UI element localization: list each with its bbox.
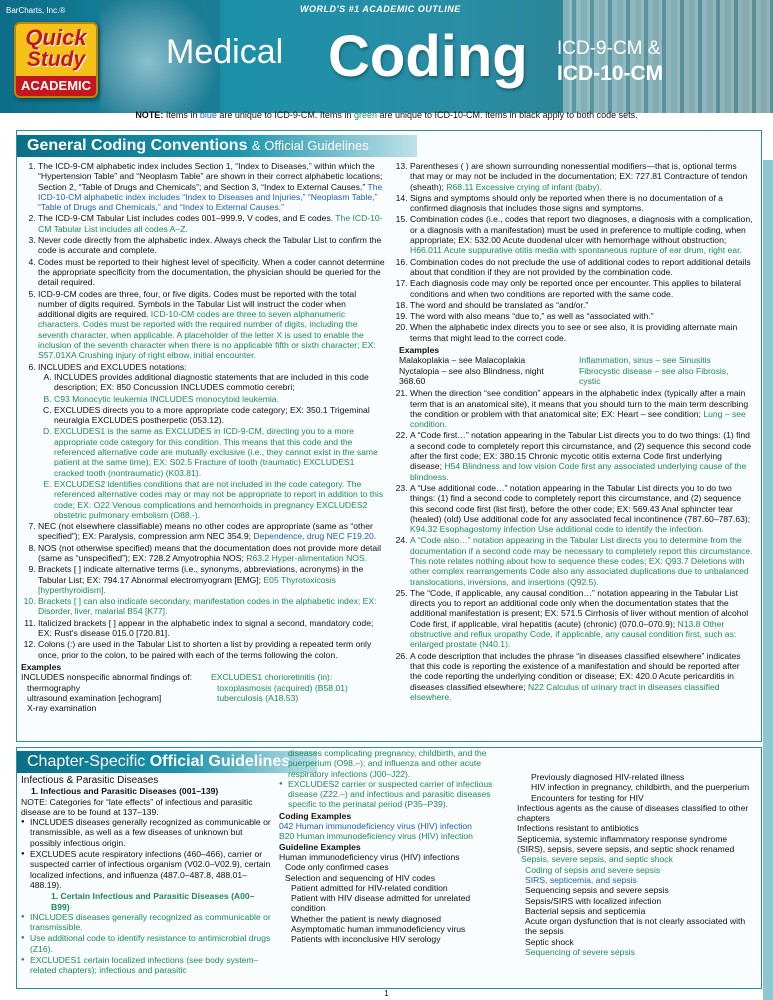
title-medical: Medical xyxy=(166,33,284,71)
list-item: 1. The ICD-9-CM alphabetic index includes Section 1, “Index to Diseases,” within which the “Hypertension Table” and “Neoplasm Table” are shown in their correct alphabetic locations; Section 2, “Table of Drugs and Chemicals”; and Section 3, “Index to External Causes.” The ICD-10-CM alphabetic index includes “Index to Diseases and Injuries,” “Neoplasm Table,” “Table of Drugs and Chemicals,” and “Index to External Causes.” xyxy=(38,161,385,212)
list-item: 12. Colons (:) are used in the Tabular List to shorten a list by providing a repeated term only once, prior to the colon, to be paired with each of the terms following the colon. xyxy=(38,639,385,660)
item-text: When the direction “see condition” appears in the alphabetic index (typically after a main term that is an anatomical site), it means that you should turn to the main term describing the condition or problem with that anatomical site; EX: Heart – see condition; xyxy=(410,388,749,419)
item-text: The “Code, if applicable, any causal condition…” notation appearing in the Tabular List directs you to report an additional code only when the documentation states that the additional manifestation is present; EX: 571.5 Cirrhosis of liver without mention of alcohol Code first, if applicable, viral hepatitis (acute) (chronic) (070.0–070.9); xyxy=(410,587,749,629)
header-banner xyxy=(0,0,773,113)
example-line: INCLUDES nonspecific abnormal findings of: xyxy=(21,672,193,683)
list-item: ● Use additional code to identify resistance to antimicrobial drugs (Z16). xyxy=(21,933,271,954)
list-item: 9. Brackets [ ] indicate alternative terms (i.e., synonyms, abbreviations, acronyms) in the Tabular List; EX: 794.17 Abnormal electromyogram [EMG]; E05 Thyrotoxicosis [hyperthyroidism]. xyxy=(38,564,385,595)
guideline-item: Patient admitted for HIV-related condition xyxy=(291,882,448,893)
guideline-item: Encounters for testing for HIV xyxy=(531,792,644,803)
section1-left-column xyxy=(21,161,385,713)
guideline-item: Whether the patient is newly diagnosed xyxy=(291,913,442,924)
guideline-item: Acute organ dysfunction that is not clearly associated with the sepsis xyxy=(525,916,746,937)
guideline-item: HIV infection in pregnancy, childbirth, and the puerperium xyxy=(531,782,750,793)
list-item: ● EXCLUDES1 certain localized infections (see body system–related chapters); infectious and parasitic xyxy=(21,955,271,976)
example-line: ultrasound examination [echogram] xyxy=(27,692,162,703)
tagline: WORLD'S #1 ACADEMIC OUTLINE xyxy=(300,4,461,14)
section2-col1: Infectious & Parasitic Diseases 1. Infectious and Parasitic Diseases (001–139) NOTE: Categories for “late effects” of infectious and parasitic disease are to be found at 137–139. ● INCLUDES diseases generally recognized as communicable or transmissible, as well as a few diseases of unknown but possibly infectious origin. ● EXCLUDES acute respiratory infections (460–466), carrier or suspected carrier of infectious organism (V02.0–V02.9), certain localized infections, and influenza (487.0–487.8, 488.01–488.19). 1. Certain Infectious and Parasitic Diseases (A00–B99) ● INCLUDES diseases generally recognized as communicable or transmissible. ● Use additional code to identify resistance to antimicrobial drugs (Z16). ● EXCLUDES1 certain localized infections (see body system–related chapters); infectious and parasitic xyxy=(21,776,271,977)
title-icd10: ICD-10-CM xyxy=(557,62,664,85)
list-item: 7. NEC (not elsewhere classifiable) means no other codes are appropriate (same as “other specified”); EX: Paralysis, compression arm NEC 354.9; Dependence, drug NEC F19.20. xyxy=(38,521,385,542)
item-green-text: Lung – see condition. xyxy=(410,408,746,430)
logo-line2: Study xyxy=(26,48,86,71)
item-green-text: N13.8 Other obstructive and reflux uropathy Code, if applicable, any causal condition first, such as: enlarged prostate (N40.1). xyxy=(410,618,737,650)
chapter-specific-section xyxy=(16,747,762,989)
list-item xyxy=(410,388,753,429)
list-item: 3. Never code directly from the alphabetic index. Always check the Tabular List to confirm the code is accurate and complete. xyxy=(38,235,385,256)
item-text: A “Code also…” notation appearing in the Tabular List directs you to determine from the documentation if a second code may be necessary to completely report this circumstance. This note relates nothing about how to sequence these codes; EX: Q93.7 Deletions with other complex rearrangements Code also any associated duplications due to unbalanced translocations, inversions, and insertions (Q92.5). xyxy=(410,535,753,587)
guideline-item: Septic shock xyxy=(525,936,574,947)
example-line: EXCLUDES1 chorioretinitis (in): xyxy=(211,672,333,683)
guideline-item: Coding of sepsis and severe sepsis xyxy=(525,864,661,875)
guideline-item: SIRS, septicemia, and sepsis xyxy=(525,874,637,885)
list-item xyxy=(410,535,753,586)
list-item: 14. Signs and symptoms should only be reported when there is no documentation of a confirmed diagnosis that includes those signs and symptoms. xyxy=(410,193,753,214)
list-item: 16. Combination codes do not preclude the use of additional codes to report additional details about that condition if they are not provided by the combination code. xyxy=(410,257,753,278)
list-item: 4. Codes must be reported to their highest level of specificity. When a coder cannot determine the appropriate specificity from the documentation, the physician should be queried for the detail required. xyxy=(38,257,385,288)
example-line: thermography xyxy=(27,682,81,693)
list-item: 13. Parentheses ( ) are shown surrounding nonessential modifiers—that is, optional terms that may or may not be included in the documentation; EX: 727.81 Contracture of tendon (sheath); R68.11 Excessive crying of infant (baby). xyxy=(410,161,753,192)
examples-block-left: Examples INCLUDES nonspecific abnormal findings of: thermography ultrasound examination [echogram] X-ray examination EXCLUDES1 chorioretinitis (in): toxoplasmosis (acquired) (B58.01) tuberculosis (A18.53) xyxy=(21,662,385,713)
list-item: B. C93 Monocytic leukemia INCLUDES monocytoid leukemia. xyxy=(54,394,385,404)
guideline-item: Patients with inconclusive HIV serology xyxy=(291,934,441,945)
list-item xyxy=(410,588,753,650)
list-item: 6. INCLUDES and EXCLUDES notations: A. INCLUDES provides additional diagnostic statements that are included in this code description; EX: 850 Concussion INCLUDES commotio cerebri; B. C93 Monocytic leukemia INCLUDES monocytoid leukemia. C. EXCLUDES directs you to a more appropriate code category; EX: 350.1 Trigeminal neuralgia EXCLUDES postherpetic (053.12). D. EXCLUDES1 is the same as EXCLUDES in ICD-9-CM, directing you to a more appropriate code category for this condition. This means that this code and the referenced alternative code are mutually exclusive (i.e., they cannot exist in the same patient at the same time); EX: S02.5 Fracture of tooth (traumatic) EXCLUDES1 cracked tooth (nontraumatic) (K03.81). E. EXCLUDES2 identifies conditions that are not included in the code category. The referenced alternative codes may or may not be appropriate to report in addition to this code; EX: O22 Venous complications and hemorrhoids in pregnancy EXCLUDES2 obstetric pulmonary embolism (O88.-). xyxy=(38,362,385,520)
title-icd9: ICD-9-CM & xyxy=(557,38,661,59)
quickstudy-logo xyxy=(14,22,98,98)
examples-block-right: Examples Malakoplakia – see Malacoplakia Inflammation, sinus – see Sinusitis Nyctalopia – see also Blindness, night 368.60 Fibrocystic disease – see also Fibrosis, cystic xyxy=(399,345,729,386)
list-item: 10. Brackets [ ] can also indicate secondary, manifestation codes in the alphabetic index; EX: Disorder, liver, malarial B54 [K77]. xyxy=(38,596,385,617)
item-text: A “Use additional code…” notation appearing in the Tabular List directs you to do two things: (1) find a second code to completely report this circumstance, and (2) sequence this second code first (list first), before the other code; EX: 569.43 Anal sphincter tear (healed) (old) Use additional code for any associated fecal incontinence (787.60–787.63); xyxy=(410,482,751,524)
guideline-item: Previously diagnosed HIV-related illness xyxy=(531,772,685,782)
section2-col3: Previously diagnosed HIV-related illness HIV infection in pregnancy, childbirth, and the puerperium Encounters for testing for HIV Infectious agents as the cause of diseases classified to other chapters Infections resistant to antibiotics Septicemia, systemic inflammatory response syndrome (SIRS), sepsis, severe sepsis, and septic shock renamed Sepsis, severe sepsis, and septic shock Coding of sepsis and severe sepsis SIRS, septicemia, and sepsis Sequencing sepsis and severe sepsis Sepsis/SIRS with localized infection Bacterial sepsis and septicemia Acute organ dysfunction that is not clearly associated with the sepsis Septic shock Sequencing of severe sepsis xyxy=(517,772,753,957)
item-green-text: H54 Blindness and low vision Code first any associated underlying cause of the blindness. xyxy=(410,461,747,482)
section1-right-column xyxy=(393,161,753,703)
list-item: 8. NOS (not otherwise specified) means that the documentation does not provide more detail (same as “unspecified”); EX: 728.2 Amyotrophia NOS; R63.2 Hyper-alimentation NOS. xyxy=(38,543,385,564)
section2-col2: diseases complicating pregnancy, childbirth, and the puerperium (O98.–); and influenza and other acute respiratory infections (J00–J22). ● EXCLUDES2 carrier or suspected carrier of infectious disease (Z22.–) and infectious and parasitic diseases specific to the perinatal period (P35–P39). Coding Examples 042 Human immunodeficiency virus (HIV) infection B20 Human immunodeficiency virus (HIV) infection Guideline Examples Human immunodeficiency virus (HIV) infections Code only confirmed cases Selection and sequencing of HIV codes Patient admitted for HIV-related condition Patient with HIV disease admitted for unrelated condition Whether the patient is newly diagnosed Asymptomatic human immunodeficiency virus Patients with inconclusive HIV serology xyxy=(279,748,501,945)
list-item: ● INCLUDES diseases generally recognized as communicable or transmissible, as well as a few diseases of unknown but possibly infectious origin. xyxy=(21,817,271,848)
list-item: ● EXCLUDES acute respiratory infections (460–466), carrier or suspected carrier of infectious organism (V02.0–V02.9), certain localized infections, and influenza (487.0–487.8, 488.01–488.19). xyxy=(21,849,271,890)
item-green-text: N22 Calculus of urinary tract in diseases classified elsewhere. xyxy=(410,681,720,702)
section1-title: General Coding Conventions & Official Guidelines xyxy=(17,135,417,157)
general-conventions-section xyxy=(16,130,762,742)
brand-name: BarCharts, Inc.® xyxy=(6,6,66,15)
list-item: 17. Each diagnosis code may only be reported once per encounter. This applies to bilateral conditions and when two conditions are reported with the same code. xyxy=(410,278,753,299)
guideline-item: Asymptomatic human immunodeficiency virus xyxy=(291,924,466,935)
guideline-item: Patient with HIV disease admitted for unrelated condition xyxy=(291,893,471,914)
example-line: X-ray examination xyxy=(27,703,97,714)
list-item: D. EXCLUDES1 is the same as EXCLUDES in ICD-9-CM, directing you to a more appropriate code category for this condition. This means that this code and the referenced alternative code are mutually exclusive (i.e., they cannot exist in the same patient at the same time); EX: S02.5 Fracture of tooth (traumatic) EXCLUDES1 cracked tooth (nontraumatic) (K03.81). xyxy=(54,426,385,477)
list-item: 19. The word with also means “due to,” as well as “associated with.” xyxy=(410,311,753,321)
item-text: A “Code first…” notation appearing in the Tabular List directs you to do two things: (1) find a second code to completely report this circumstance, and (2) sequence this second code after the first code; EX: 380.15 Chronic mycotic otitis externa Code first underlying disease; xyxy=(410,430,752,472)
list-item: 18. The word and should be translated as “and/or.” xyxy=(410,300,753,310)
list-item: E. EXCLUDES2 identifies conditions that are not included in the code category. The referenced alternative codes may or may not be appropriate to report in addition to this code; EX: O22 Venous complications and hemorrhoids in pregnancy EXCLUDES2 obstetric pulmonary embolism (O88.-). xyxy=(54,479,385,520)
list-item: A. INCLUDES provides additional diagnostic statements that are included in this code description; EX: 850 Concussion INCLUDES commotio cerebri; xyxy=(54,372,385,393)
logo-line1: Quick xyxy=(25,25,87,50)
list-item: 15. Combination codes (i.e., codes that report two diagnoses, a diagnosis with a complication, or a diagnosis with a manifestation) must be used in preference to multiple coding, when appropriate; EX: 532.00 Acute duodenal ulcer with hemorrhage without obstruction; H66.011 Acute suppurative otitis media with spontaneous rupture of ear drum, right ear. xyxy=(410,214,753,255)
list-item: 2. The ICD-9-CM Tabular List includes codes 001–999.9, V codes, and E codes. The ICD-10-CM Tabular List includes all codes A–Z. xyxy=(38,213,385,234)
guideline-item: Bacterial sepsis and septicemia xyxy=(525,905,646,916)
page-number: 1 xyxy=(384,989,389,998)
item-text: A code description that includes the phrase “in diseases classified elsewhere” indicates that this code is reporting the existence of a manifestation and should be reported after the code reporting the underlying condition or disease; EX: 420.0 Acute pericarditis in diseases classified elsewhere; xyxy=(410,650,741,692)
list-item: 11. Italicized brackets [ ] appear in the alphabetic index to signal a second, mandatory code; EX: Rust's disease 015.0 [720.81]. xyxy=(38,618,385,639)
example-line: tuberculosis (A18.53) xyxy=(217,692,299,703)
item-green-text: K94.32 Esophagostomy infection Use additional code to identify the infection. xyxy=(410,524,704,535)
list-item: 20. When the alphabetic index directs you to see or see also, it is providing alternate main terms that might lead to the correct code. xyxy=(410,322,753,343)
title-coding: Coding xyxy=(328,24,528,89)
logo-line3: ACADEMIC xyxy=(16,76,96,96)
example-line: toxoplasmosis (acquired) (B58.01) xyxy=(217,682,348,693)
list-item: C. EXCLUDES directs you to a more appropriate code category; EX: 350.1 Trigeminal neuralgia EXCLUDES postherpetic (053.12). xyxy=(54,405,385,426)
list-item: 5. ICD-9-CM codes are three, four, or five digits. Codes must be reported with the total number of digits required. Symbols in the Tabular List will instruct the coder when additional digits are required. ICD-10-CM codes are three to seven alphanumeric characters. Codes must be reported with the required number of digits, including the seventh character, when applicable. A placeholder of the letter X is used to enable the inclusion of the seventh character when there is no applicable fifth or sixth character; EX: S57.01XA Crushing injury of right elbow, initial encounter. xyxy=(38,289,385,361)
list-item: ● INCLUDES diseases generally recognized as communicable or transmissible. xyxy=(21,912,271,933)
guideline-item: Sequencing of severe sepsis xyxy=(525,947,635,958)
list-item xyxy=(410,483,753,534)
list-item xyxy=(410,430,753,481)
side-tab-strip xyxy=(763,160,773,1000)
guideline-item: Sequencing sepsis and severe sepsis xyxy=(525,885,669,896)
color-key-note: NOTE: Items in blue are unique to ICD-9-CM. Items in green are unique to ICD-10-CM. Items in black apply to both code sets. xyxy=(135,110,638,120)
guideline-item: Sepsis/SIRS with localized infection xyxy=(525,895,662,906)
subsection-heading: Infectious & Parasitic Diseases xyxy=(21,775,159,786)
list-item xyxy=(410,651,753,702)
section2-title: Chapter-Specific Official Guidelines xyxy=(17,751,317,773)
